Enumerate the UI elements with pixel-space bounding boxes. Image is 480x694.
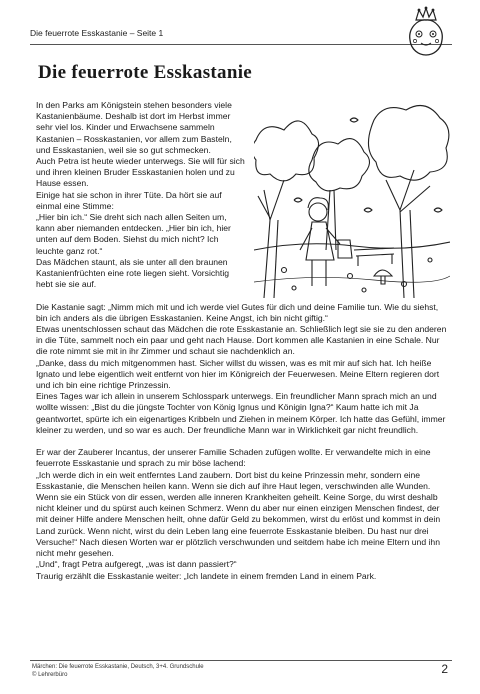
paragraph: „Ich werde dich in ein weit entferntes Land zaubern. Dort bist du keine Prinzessin mehr, sondern eine Esskastanie, die Menschen heilen kann. Wenn sie dich auf ihre Haut legen, verschwinden alle Wunden. Wenn sie ein Stück von dir essen, werden alle inneren Krankheiten geheilt. Keine Sorge, du wirst deshalb nicht kleiner und du spürst auch keinen Schmerz. Wenn du aber nur einen einzigen Menschen findest, der mit deiner Hilfe andere Menschen heilt, ohne dafür Geld zu bekommen, wirst du erlöst und kommst in dein Land zurück. Wenn nicht, wirst du dein Leben lang eine feuerrote Esskastanie bleiben. Du hast nur drei Versuche!“ Nach diesen Worten war er plötzlich verschwunden und seitdem habe ich meine Eltern und ihn nicht mehr gesehen. xyxy=(36,469,441,559)
header-title: Die feuerrote Esskastanie – Seite 1 xyxy=(30,28,164,38)
paragraph: „Und“, fragt Petra aufgeregt, „was ist dann passiert?“ xyxy=(36,559,237,570)
page-number: 2 xyxy=(441,662,448,676)
paragraph: „Danke, dass du mich mitgenommen hast. Sicher willst du wissen, was es mit mir auf sich hat. Ich heiße Ignato und lebe eigentlich weit entfernt von hier im Königreich der Feuerwesen. Meine Eltern regieren dort und ich bin eine richtige Prinzessin. xyxy=(36,357,440,391)
footer-source: Märchen: Die feuerrote Esskastanie, Deutsch, 3+4. Grundschule xyxy=(32,664,204,670)
paragraph: Eines Tages war ich allein in unserem Schlosspark unterwegs. Ein freundlicher Mann sprach mich an und wollte wissen: „Bist du die jüngste Tochter von König Ignus und Königin Igna?“ Kaum hatte ich mit Ja geantwortet, spürte ich ein eigenartiges Kribbeln und Ziehen in meinem Körper. Ich hatte das Gefühl, immer kleiner zu werden, und so war es auch. Der freundliche Mann war in Wirklichkeit gar nicht freundlich. xyxy=(36,391,446,435)
paragraph: Einige hat sie schon in ihrer Tüte. Da hört sie auf einmal eine Stimme: xyxy=(36,189,222,211)
paragraph: Traurig erzählt die Esskastanie weiter: „Ich landete in einem fremden Land in einem Park. xyxy=(36,570,377,581)
paragraph: Das Mädchen staunt, als sie unter all den braunen Kastanienfrüchten eine rote liegen sieht. Vorsichtig hebt sie sie auf. xyxy=(36,256,230,290)
paragraph: Etwas unentschlossen schaut das Mädchen die rote Esskastanie an. Schließlich legt sie sie zu den anderen in die Tüte, sammelt noch ein paar und geht nach Hause. Dort kommen alle Kastanien in eine Schale. Nur die rote nimmt sie mit in ihr Zimmer und schaut sie nachdenklich an. xyxy=(36,324,447,357)
paragraph: „Hier bin ich.“ Sie dreht sich nach allen Seiten um, kann aber niemanden entdecken. „Hier bin ich, hier unten auf dem Boden. Siehst du mich nicht? Ich leuchte ganz rot.“ xyxy=(36,212,231,256)
page-footer xyxy=(32,663,204,679)
paragraph: Er war der Zauberer Incantus, der unserer Familie Schaden zufügen wollte. Er verwandelte mich in eine feuerrote Esskastanie und sprach zu mir böse lachend: xyxy=(36,447,431,469)
paragraph: Die Kastanie sagt: „Nimm mich mit und ich werde viel Gutes für dich und deine Familie tun. Wie du siehst, bin ich anders als die übrigen Esskastanien. Keine Angst, ich bin nicht giftig.“ xyxy=(36,301,439,323)
document-title: Die feuerrote Esskastanie xyxy=(38,62,253,83)
header-divider xyxy=(30,44,452,45)
footer-divider xyxy=(30,660,452,661)
chestnut-princess-icon xyxy=(402,6,450,58)
footer-copyright: © Lehrerbüro xyxy=(32,672,68,678)
paragraph: In den Parks am Königstein stehen besonders viele Kastanienbäume. Deshalb ist dort im Herbst immer sehr viel los. Kinder und Erwachsene sammeln Kastanien – Rosskastanien, vor allem zum Basteln, und Esskastanien, weil sie so gut schmecken. xyxy=(36,100,232,155)
story-text xyxy=(36,100,450,582)
park-chestnut-trees-illustration xyxy=(254,100,450,298)
paragraph: Auch Petra ist heute wieder unterwegs. Sie will für sich und ihren kleinen Bruder Esskastanien holen und zu Hause essen. xyxy=(36,156,245,189)
